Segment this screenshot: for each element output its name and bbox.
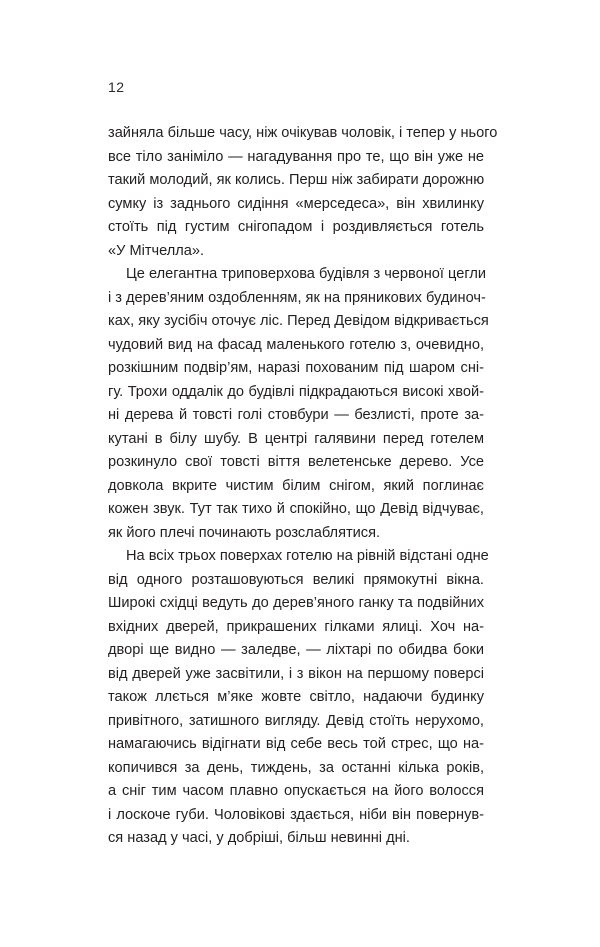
text-line: все тіло заніміло — нагадування про те, що він уже не xyxy=(108,148,484,165)
text-line: Широкі східці ведуть до дерев’яного ганку та подвійних xyxy=(108,595,484,611)
text-line: від дверей уже засвітили, і з вікон на першому поверсі xyxy=(108,665,484,682)
text-line: від одного розташовуються великі прямокутні вікна. xyxy=(108,571,484,588)
text-line: зайняла більше часу, ніж очікував чоловік, і тепер у нього xyxy=(108,125,498,141)
text-line: гу. Трохи оддалік до будівлі підкрадаються високі хвой- xyxy=(108,383,484,400)
text-line: сумку із заднього сидіння «мерседеса», він хвилинку xyxy=(108,195,484,212)
text-line: вхідних дверей, прикрашених гілками ялиці. Хоч на- xyxy=(108,618,484,635)
body-text xyxy=(108,122,498,851)
text-line: ках, яку зусібіч оточує ліс. Перед Девідом відкривається xyxy=(108,313,489,329)
text-line: Це елегантна триповерхова будівля з червоної цегли xyxy=(126,266,487,282)
text-line: ні дерева й товсті голі стовбури — безлисті, проте за- xyxy=(108,407,484,423)
text-line: такий молодий, як колись. Перш ніж забирати дорожню xyxy=(108,172,485,188)
text-line: як його плечі починають розслаблятися. xyxy=(108,524,381,541)
paragraph xyxy=(108,263,489,545)
text-line: і лоскоче губи. Чоловікові здається, ніби він повернув- xyxy=(108,806,484,823)
text-line: стоїть під густим снігопадом і роздивляється готель xyxy=(108,219,484,235)
paragraph xyxy=(108,545,489,851)
text-line: «У Мітчелла». xyxy=(108,242,205,259)
text-line: а сніг тим часом плавно опускається на його волосся xyxy=(108,783,484,799)
text-line: копичився за день, тиждень, за останні кілька років, xyxy=(108,759,484,776)
text-line: намагаючись відігнати від себе весь той стрес, що на- xyxy=(108,736,484,752)
text-line: розкинуло свої товсті віття велетенське дерево. Усе xyxy=(108,454,484,470)
text-line: ся назад у часі, у добріші, більш невинні дні. xyxy=(108,830,410,846)
text-line: На всіх трьох поверхах готелю на рівній відстані одне xyxy=(126,548,489,564)
text-line: кутані в білу шубу. В центрі галявини перед готелем xyxy=(108,430,484,447)
text-line: привітного, затишного вигляду. Девід стоїть нерухомо, xyxy=(108,712,484,729)
text-line: кожен звук. Тут так тихо й спокійно, що Девід відчуває, xyxy=(108,501,484,517)
text-line: і з дерев’яним оздобленням, як на пряникових будиноч- xyxy=(108,289,486,306)
text-line: довкола вкрите чистим білим снігом, який поглинає xyxy=(108,477,484,494)
text-line: дворі ще видно — заледве, — ліхтарі по обидва боки xyxy=(108,642,484,658)
paragraph xyxy=(108,122,498,263)
text-line: розкішним подвір’ям, наразі похованим під шаром сні- xyxy=(108,360,484,376)
text-line: чудовий вид на фасад маленького готелю з, очевидно, xyxy=(108,336,484,353)
page-number: 12 xyxy=(108,79,125,95)
text-line: також ллється м’яке жовте світло, надаючи будинку xyxy=(108,689,484,705)
